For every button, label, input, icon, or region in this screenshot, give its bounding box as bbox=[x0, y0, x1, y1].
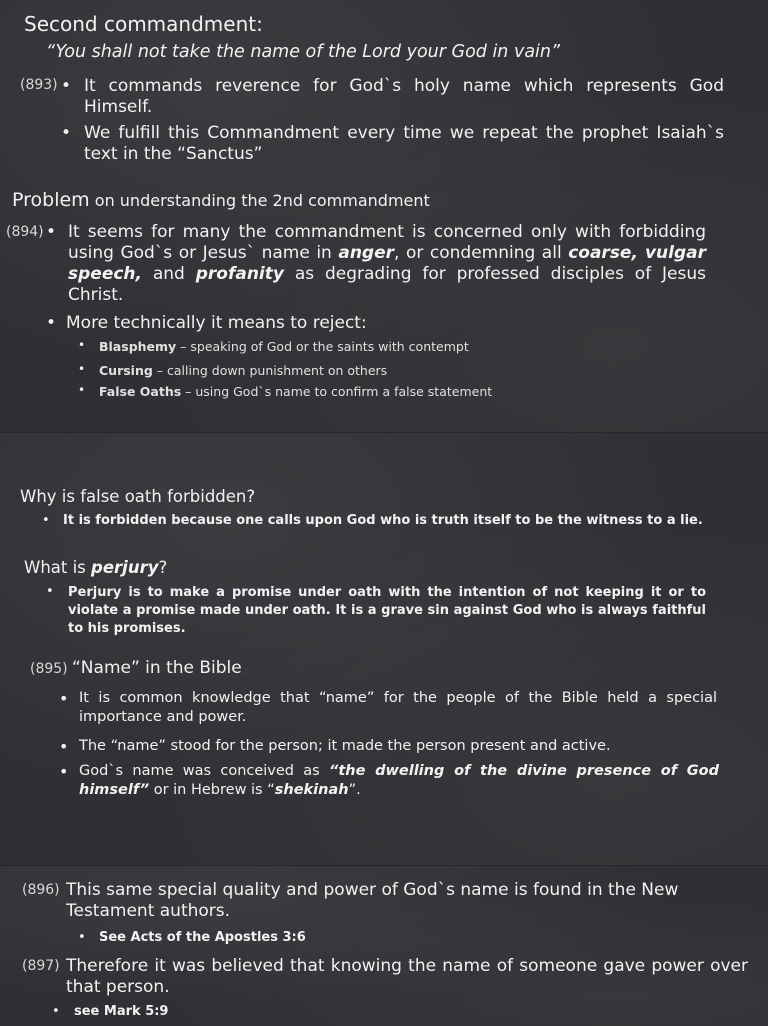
bullet-icon: • bbox=[46, 222, 57, 242]
bullet-icon: • bbox=[59, 762, 69, 781]
problem-word: Problem bbox=[12, 189, 90, 211]
text-span: and bbox=[142, 264, 196, 284]
paragraph-ref-894: (894) bbox=[6, 224, 44, 240]
bullet-reject: More technically it means to reject: bbox=[66, 313, 367, 333]
bullet-name-person: The “name” stood for the person; it made the person present and active. bbox=[79, 738, 611, 754]
text-span: or in Hebrew is “ bbox=[149, 782, 275, 798]
text-span: ? bbox=[158, 558, 168, 577]
slide-new-testament bbox=[0, 865, 768, 1026]
text-span: ”. bbox=[348, 782, 361, 798]
bullet-icon: • bbox=[61, 76, 72, 96]
question-perjury bbox=[24, 558, 167, 577]
sub-item-false-oaths bbox=[99, 384, 492, 399]
bullet-icon: • bbox=[59, 689, 69, 708]
slide-false-oath-name bbox=[0, 432, 768, 865]
text-span: It seems for many the commandment is concerned only with forbidding using God`s or Jesus` name in bbox=[68, 222, 706, 263]
text-span: , or condemning all bbox=[394, 243, 569, 263]
bullet-reverence: It commands reverence for God`s holy name which represents God Himself. bbox=[84, 76, 724, 117]
problem-heading bbox=[12, 189, 430, 211]
paragraph-ref-895: (895) bbox=[30, 661, 68, 677]
text-span: What is bbox=[24, 558, 92, 577]
bullet-sanctus: We fulfill this Commandment every time we repeat the prophet Isaiah`s text in the “Sanctus” bbox=[84, 123, 724, 164]
bullet-shekinah bbox=[79, 762, 719, 800]
name-bible-heading: “Name” in the Bible bbox=[72, 658, 242, 678]
bullet-icon: • bbox=[59, 737, 69, 756]
paragraph-ref-897: (897) bbox=[22, 958, 60, 974]
question-false-oath: Why is false oath forbidden? bbox=[20, 487, 256, 506]
paragraph-ref-896: (896) bbox=[22, 882, 60, 898]
bullet-icon: • bbox=[52, 1004, 60, 1019]
problem-rest: on understanding the 2nd commandment bbox=[89, 191, 430, 210]
emphasis-perjury: perjury bbox=[91, 558, 159, 577]
reference-mark: see Mark 5:9 bbox=[74, 1004, 169, 1019]
bullet-icon: • bbox=[46, 584, 54, 599]
paragraph-knowing-name: Therefore it was believed that knowing the name of someone gave power over that person. bbox=[66, 956, 748, 997]
bullet-icon: • bbox=[42, 513, 50, 528]
answer-false-oath: It is forbidden because one calls upon God who is truth itself to be the witness to a lie. bbox=[63, 513, 703, 528]
commandment-quote: “You shall not take the name of the Lord your God in vain” bbox=[46, 42, 561, 62]
emphasis-shekinah: shekinah bbox=[274, 782, 349, 798]
term-false-oaths: False Oaths bbox=[99, 384, 182, 399]
def-cursing: – calling down punishment on others bbox=[152, 363, 388, 378]
sub-item-blasphemy bbox=[99, 339, 469, 354]
bullet-icon: • bbox=[46, 313, 57, 333]
emphasis-anger: anger bbox=[338, 243, 395, 263]
sub-item-cursing bbox=[99, 363, 387, 378]
bullet-icon: • bbox=[78, 383, 86, 397]
bullet-icon: • bbox=[61, 123, 72, 143]
bullet-problem-text bbox=[68, 222, 706, 306]
emphasis-profanity: profanity bbox=[195, 264, 284, 284]
text-span: as degrading for professed disciples of Jesus Christ. bbox=[68, 264, 707, 305]
slide-second-commandment bbox=[0, 0, 768, 432]
paragraph-ref-893: (893) bbox=[20, 77, 58, 93]
bullet-name-importance: It is common knowledge that “name” for the people of the Bible held a special importance and power. bbox=[79, 690, 717, 725]
emphasis-coarse-vulgar: coarse, vulgar speech, bbox=[68, 243, 706, 284]
bullet-icon: • bbox=[78, 362, 86, 376]
paragraph-new-testament: This same special quality and power of God`s name is found in the New Testament authors. bbox=[66, 880, 679, 921]
term-blasphemy: Blasphemy bbox=[99, 339, 177, 354]
text-span: God`s name was conceived as bbox=[79, 763, 329, 779]
def-blasphemy: – speaking of God or the saints with contempt bbox=[176, 339, 469, 354]
bullet-icon: • bbox=[78, 338, 86, 352]
slide-title: Second commandment: bbox=[24, 12, 263, 36]
term-cursing: Cursing bbox=[99, 363, 153, 378]
bullet-icon: • bbox=[78, 930, 86, 945]
def-false-oaths: – using God`s name to confirm a false statement bbox=[181, 384, 493, 399]
answer-perjury: Perjury is to make a promise under oath with the intention of not keeping it or to violate a promise made under oath. It is a grave sin against God who is always faithful to his promises. bbox=[68, 585, 706, 636]
emphasis-divine-presence: “the dwelling of the divine presence of God himself” bbox=[79, 763, 719, 798]
reference-acts: See Acts of the Apostles 3:6 bbox=[99, 930, 306, 945]
